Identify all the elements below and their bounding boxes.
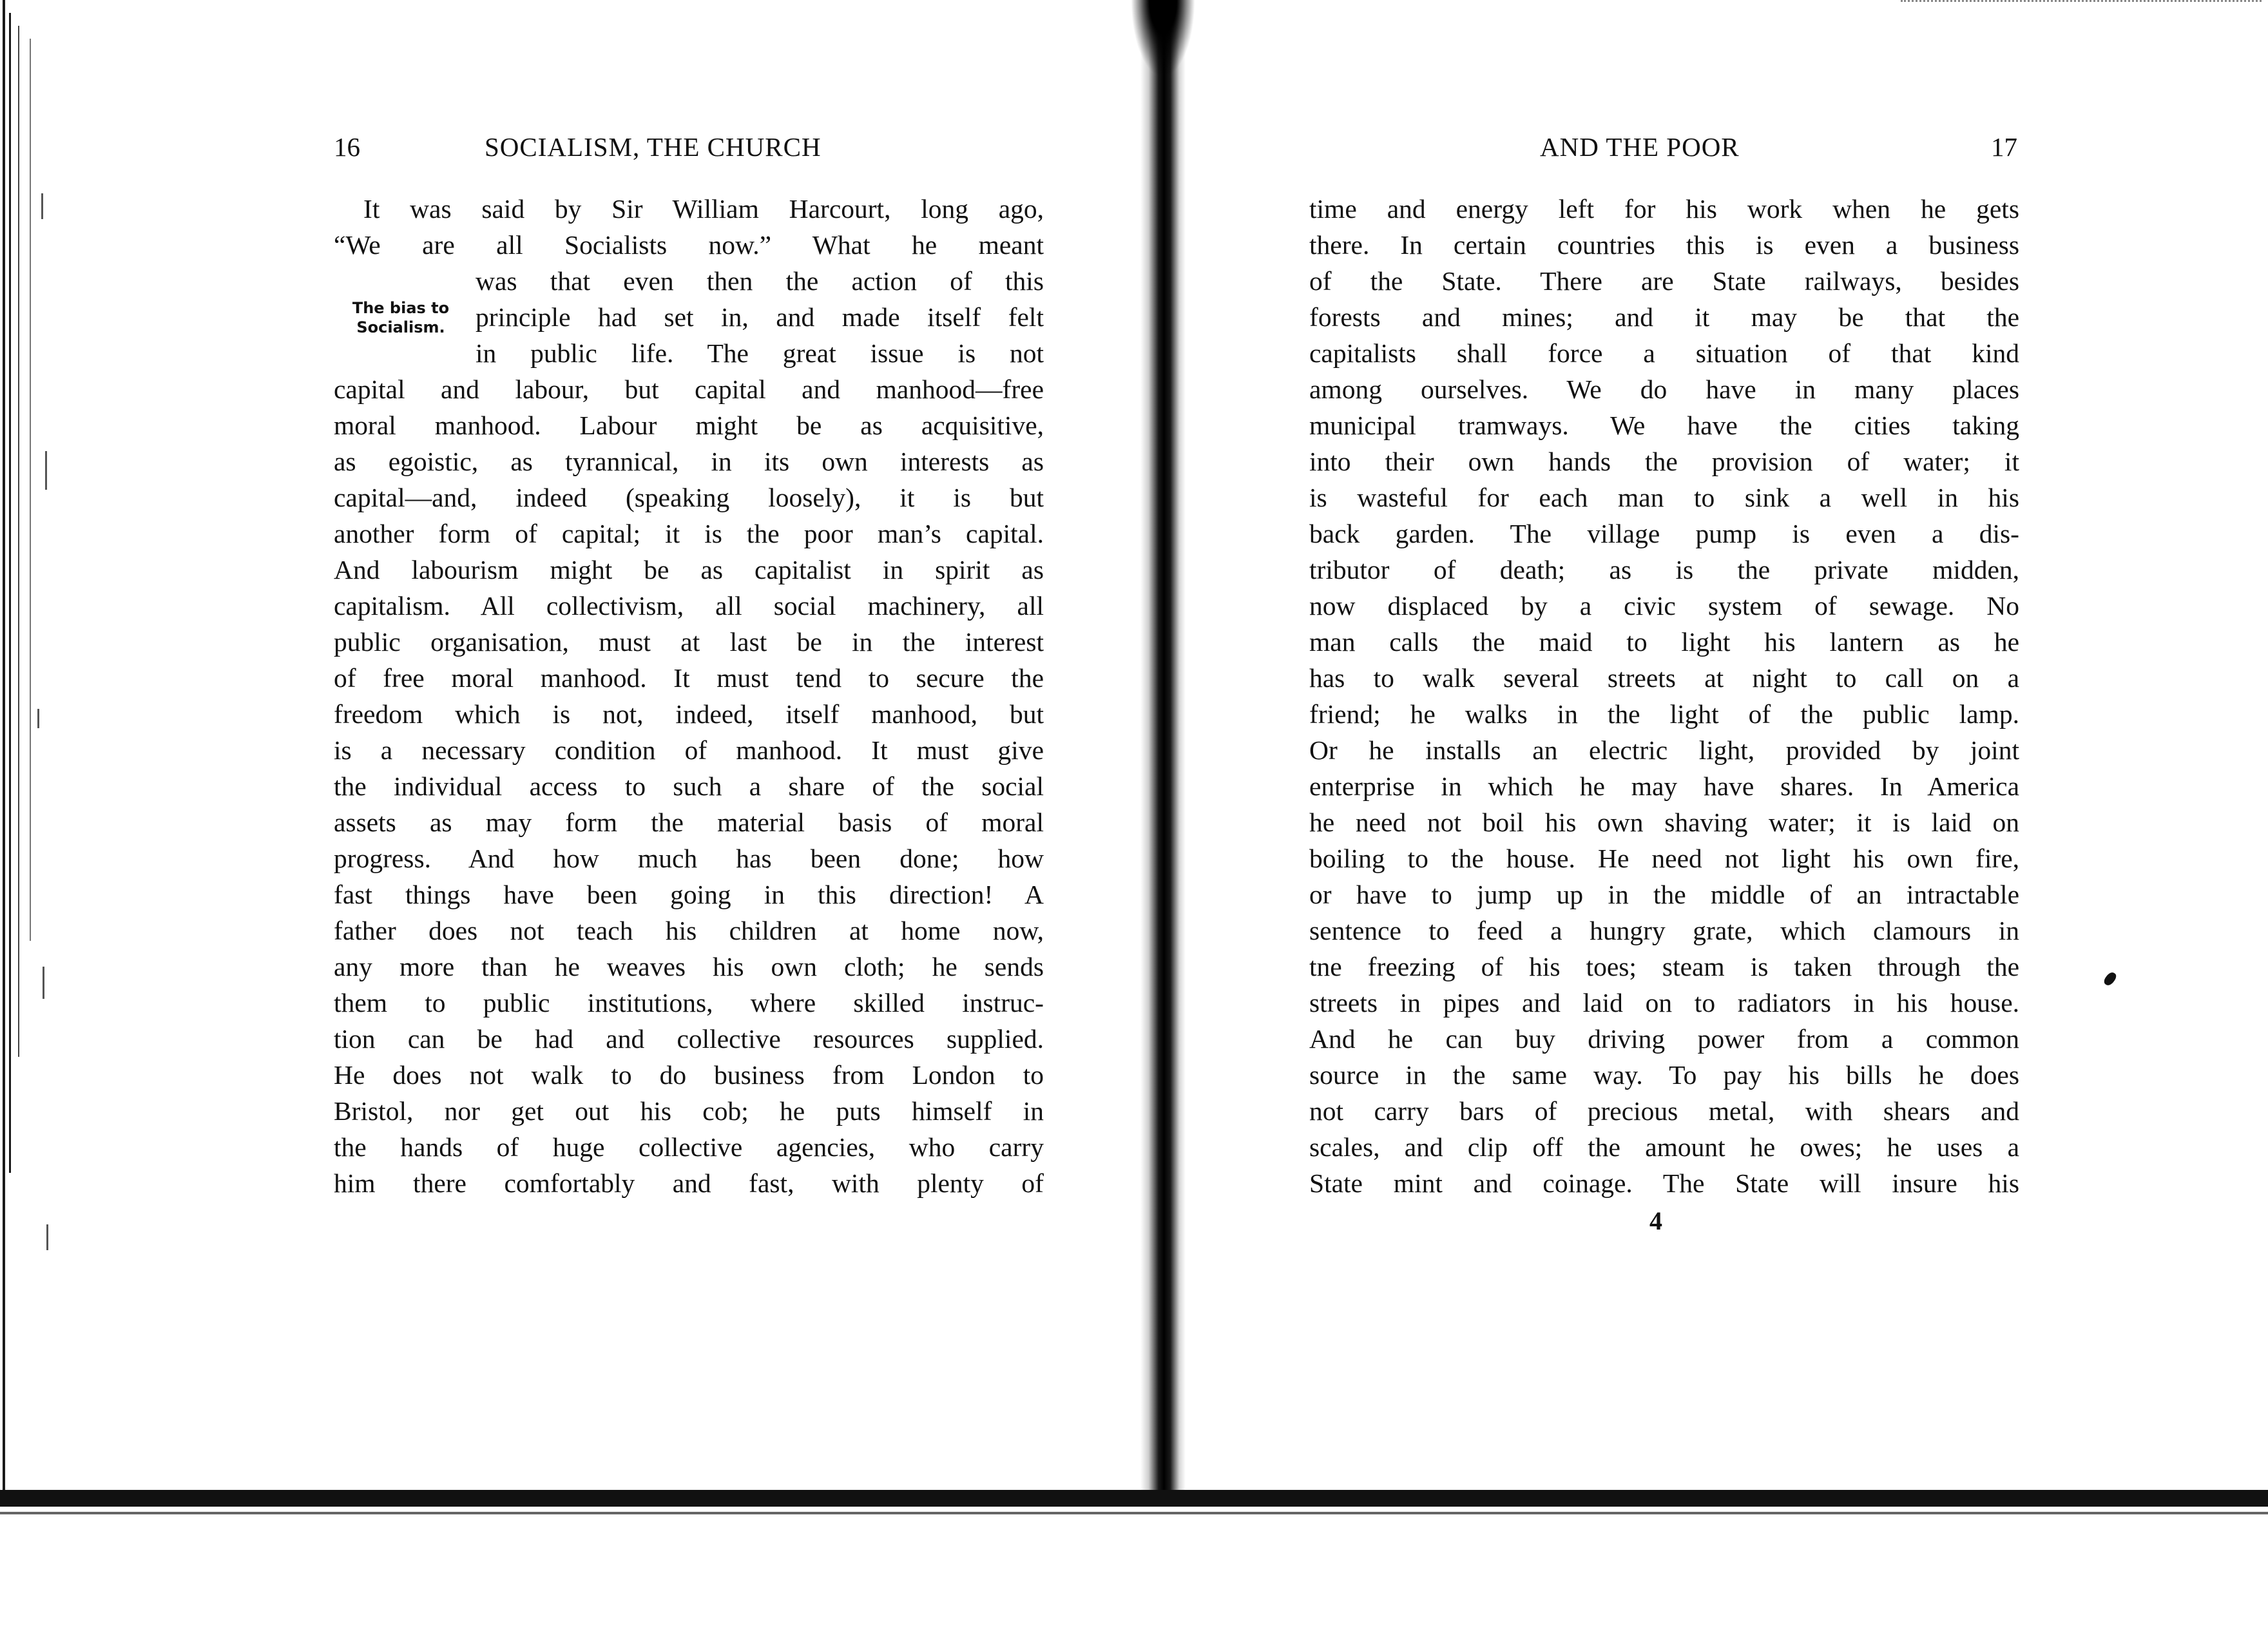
text-line: capital and labour, but capital and manhood—free (334, 374, 1044, 404)
left-page-number: 16 (334, 132, 360, 162)
text-line: father does not teach his children at home now, (334, 916, 1044, 945)
text-line: capitalists shall force a situation of that kind (1309, 338, 2019, 368)
marginal-note-line: The bias to (352, 299, 450, 317)
text-line: boiling to the house. He need not light his own fire, (1309, 844, 2019, 873)
text-line: forests and mines; and it may be that the (1309, 302, 2019, 332)
text-line: streets in pipes and laid on to radiators in his house. (1309, 988, 2019, 1018)
text-line: not carry bars of precious metal, with shears and (1309, 1096, 2019, 1126)
right-running-head: AND THE POOR (1540, 132, 1740, 162)
text-line: man calls the maid to light his lantern as he (1309, 627, 2019, 657)
book-spine (1140, 0, 1186, 1501)
text-line: the hands of huge collective agencies, who carry (334, 1132, 1044, 1162)
text-line: back garden. The village pump is even a dis- (1309, 519, 2019, 548)
text-line: them to public institutions, where skilled instruc- (334, 988, 1044, 1018)
text-line: public organisation, must at last be in the interest (334, 627, 1044, 657)
text-line: tion can be had and collective resources supplied. (334, 1024, 1044, 1054)
text-line: is a necessary condition of manhood. It must give (334, 735, 1044, 765)
text-line: as egoistic, as tyrannical, in its own interests as (334, 447, 1044, 476)
text-line: municipal tramways. We have the cities taking (1309, 410, 2019, 440)
signature-mark: 4 (1649, 1206, 1662, 1235)
text-line: or have to jump up in the middle of an intractable (1309, 880, 2019, 909)
text-line: there. In certain countries this is even a business (1309, 230, 2019, 260)
text-line: capitalism. All collectivism, all social machinery, all (334, 591, 1044, 621)
text-line: moral manhood. Labour might be as acquisitive, (334, 410, 1044, 440)
bottom-edge-line (0, 1512, 2268, 1514)
text-line: the individual access to such a share of the social (334, 771, 1044, 801)
left-page-body (334, 191, 1044, 1222)
text-line: any more than he weaves his own cloth; he sends (334, 952, 1044, 981)
right-page-body (1309, 191, 2019, 1222)
text-line: Bristol, nor get out his cob; he puts himself in (334, 1096, 1044, 1126)
text-line: scales, and clip off the amount he owes; he uses a (1309, 1132, 2019, 1162)
text-line: has to walk several streets at night to call on a (1309, 663, 2019, 693)
text-line: in public life. The great issue is not (476, 338, 1044, 368)
text-line: was that even then the action of this (476, 266, 1044, 296)
text-line: He does not walk to do business from London to (334, 1060, 1044, 1090)
bottom-edge-shadow (0, 1490, 2268, 1507)
text-line: Or he installs an electric light, provided by joint (1309, 735, 2019, 765)
text-line: of free moral manhood. It must tend to secure the (334, 663, 1044, 693)
text-line: “We are all Socialists now.” What he meant (334, 230, 1044, 260)
spine-shadow-top (1131, 0, 1195, 77)
text-line: enterprise in which he may have shares. In America (1309, 771, 2019, 801)
text-line: sentence to feed a hungry grate, which clamours in (1309, 916, 2019, 945)
text-line: It was said by Sir William Harcourt, long ago, (363, 194, 1044, 224)
text-line: friend; he walks in the light of the public lamp. (1309, 699, 2019, 729)
text-line: freedom which is not, indeed, itself manhood, but (334, 699, 1044, 729)
text-line: tne freezing of his toes; steam is taken through the (1309, 952, 2019, 981)
text-line: him there comfortably and fast, with plenty of (334, 1168, 1044, 1198)
text-line: State mint and coinage. The State will insure his (1309, 1168, 2019, 1198)
text-line: And he can buy driving power from a common (1309, 1024, 2019, 1054)
text-line: fast things have been going in this direction! A (334, 880, 1044, 909)
text-line: among ourselves. We do have in many places (1309, 374, 2019, 404)
text-line: tributor of death; as is the private midden, (1309, 555, 2019, 584)
text-line: principle had set in, and made itself felt (476, 302, 1044, 332)
text-line: And labourism might be as capitalist in spirit as (334, 555, 1044, 584)
left-page-edge (0, 0, 97, 1501)
text-line: time and energy left for his work when he gets (1309, 194, 2019, 224)
text-line: of the State. There are State railways, besides (1309, 266, 2019, 296)
text-line: progress. And how much has been done; how (334, 844, 1044, 873)
text-line: he need not boil his own shaving water; it is laid on (1309, 807, 2019, 837)
text-line: source in the same way. To pay his bills he does (1309, 1060, 2019, 1090)
right-page-number: 17 (1991, 132, 2017, 162)
text-line: capital—and, indeed (speaking loosely), it is but (334, 483, 1044, 512)
text-line: another form of capital; it is the poor man’s capital. (334, 519, 1044, 548)
text-line: into their own hands the provision of water; it (1309, 447, 2019, 476)
text-line: is wasteful for each man to sink a well in his (1309, 483, 2019, 512)
scan-dots-top (1901, 0, 2262, 6)
text-line: now displaced by a civic system of sewage. No (1309, 591, 2019, 621)
left-running-head: SOCIALISM, THE CHURCH (485, 132, 822, 162)
ink-fleck (2102, 970, 2118, 987)
marginal-note-line: Socialism. (356, 318, 445, 336)
text-line: assets as may form the material basis of moral (334, 807, 1044, 837)
